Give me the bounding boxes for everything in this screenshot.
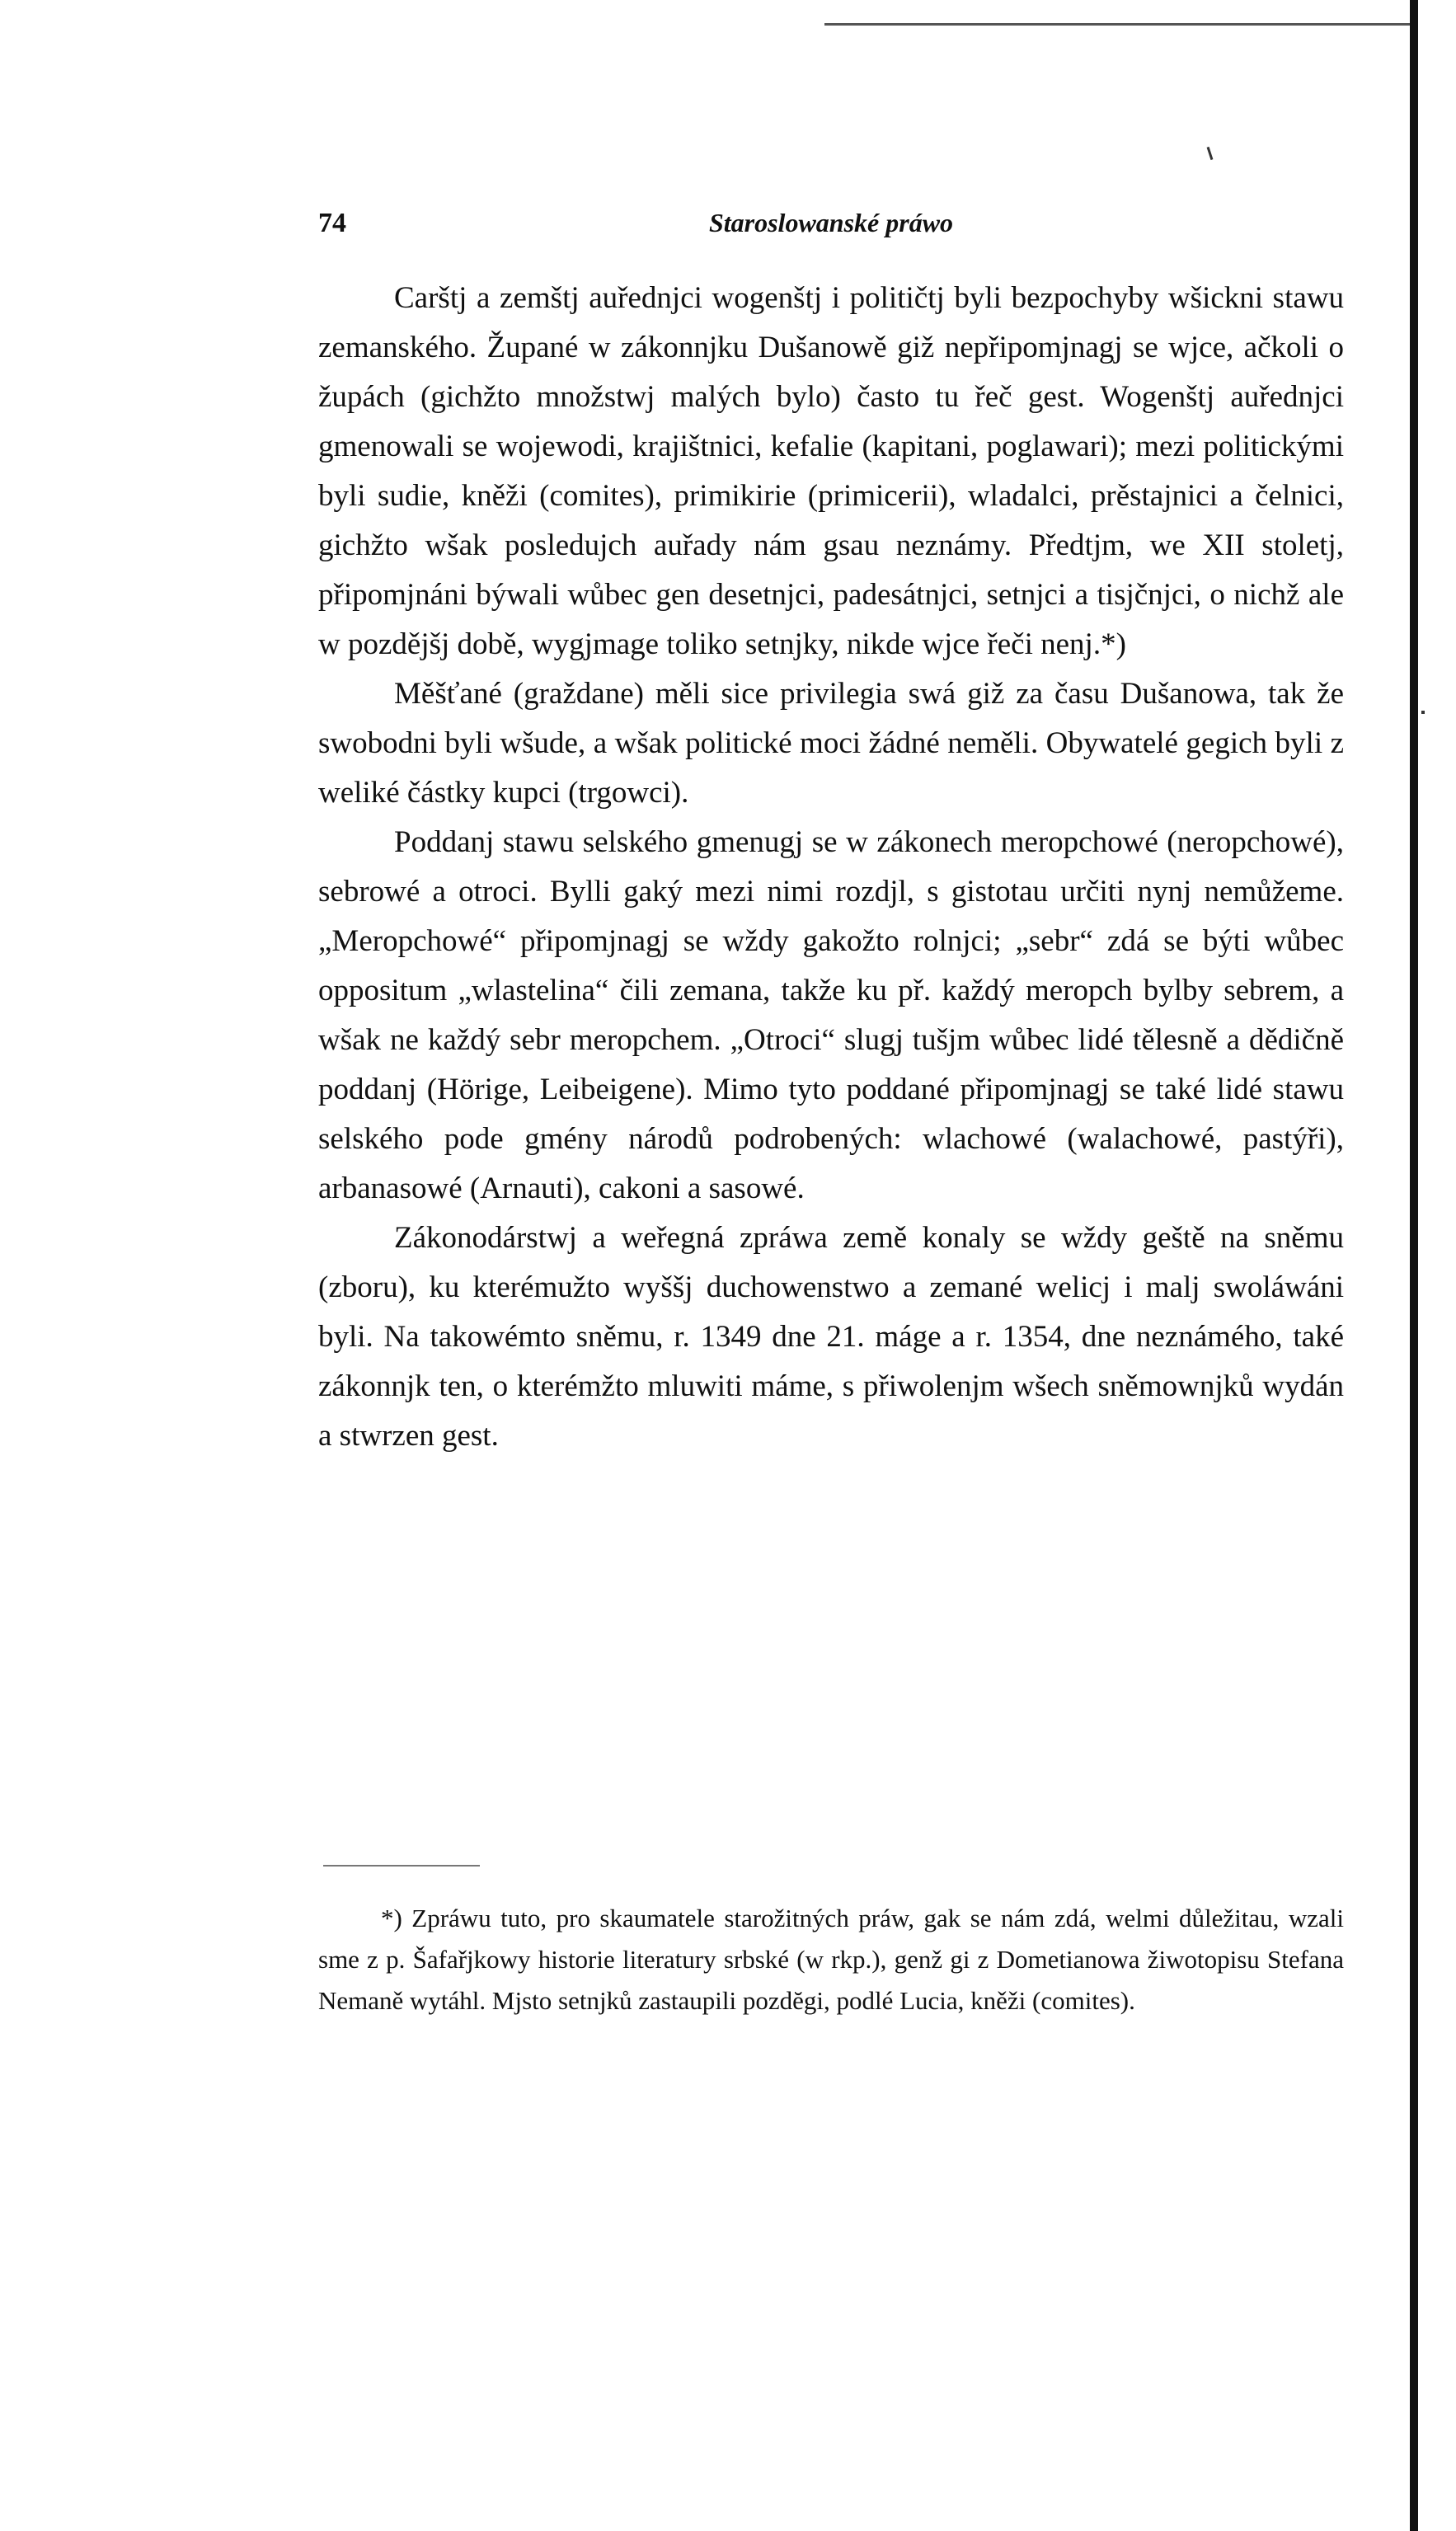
paragraph-officials: Carštj a zemštj auřednjci wogenštj i političtj byli bezpochyby wšickni stawu zemanského. Župané w zákonnjku Dušanowě giž nepřipomjnagj se wjce, ačkoli o župách (gichžto množstwj malých bylo) často tu řeč gest. Wogenštj auřednjci gmenowali se wojewodi, krajištnici, kefalie (kapitani, poglawari); mezi politickými byli sudie, kněži (comites), primikirie (primicerii), wladalci, prěstajnici a čelnici, gichžto wšak posledujch auřady nám gsau neznámy. Předtjm, we XII stoletj, připomjnáni býwali wůbec gen desetnjci, padesátnjci, setnjci a tisjčnjci, o nichž ale w pozdějšj době, wygjmage toliko setnjky, nikde wjce řeči nenj.*) [318, 281, 1344, 661]
paragraph-legislation: Zákonodárstwj a weřegná zpráwa země konaly se wždy geště na sněmu (zboru), ku kterémužto wyššj duchowenstwo a zemané welicj i malj swoláwáni byli. Na takowémto sněmu, r. 1349 dne 21. máge a r. 1354, dne neznámého, také zákonnjk ten, o kterémžto mluwiti máme, s přiwolenjm wšech sněmownjků wydán a stwrzen gest. [318, 1221, 1344, 1453]
paragraph-burghers: Měšťané (graždane) měli sice privilegia swá giž za času Dušanowa, tak že swobodni byli wšude, a wšak politické moci žádné neměli. Obywatelé gegich byli z weliké částky kupci (trgowci). [318, 677, 1344, 810]
page-number: 74 [318, 208, 346, 238]
paragraph-peasants: Poddanj stawu selského gmenugj se w zákonech meropchowé (neropchowé), sebrowé a otroci. Bylli gaký mezi nimi rozdjl, s gistotau určiti nynj nemůžeme. „Meropchowé“ připomjnagj se wždy gakožto rolnjci; „sebr“ zdá se býti wůbec oppositum „wlastelina“ čili zemana, takže ku př. každý meropch bylby sebrem, a wšak ne každý sebr meropchem. „Otroci“ slugj tušjm wůbec lidé tělesně a dědičně poddanj (Hörige, Leibeigene). Mimo tyto poddané připomjnagj se také lidé stawu selského pode gmény národů podrobených: wlachowé (walachowé, pastýři), arbanasowé (Arnauti), cakoni a sasowé. [318, 825, 1344, 1205]
footnote: *) Zpráwu tuto, pro skaumatele starožitných práw, gak se nám zdá, welmi důležitau, wzali sme z p. Šafařjkowy historie literatury srbské (w rkp.), genž gi z Dometianowa žiwotopisu Stefana Nemaně wytáhl. Mjsto setnjků zastaupili pozdĕgi, podlé Lucia, kněži (comites). [318, 1904, 1344, 2015]
page-header [318, 208, 1344, 249]
footnote-divider [323, 1865, 480, 1867]
body-text [318, 274, 1344, 1461]
running-title: Staroslowanské práwo [708, 208, 954, 237]
